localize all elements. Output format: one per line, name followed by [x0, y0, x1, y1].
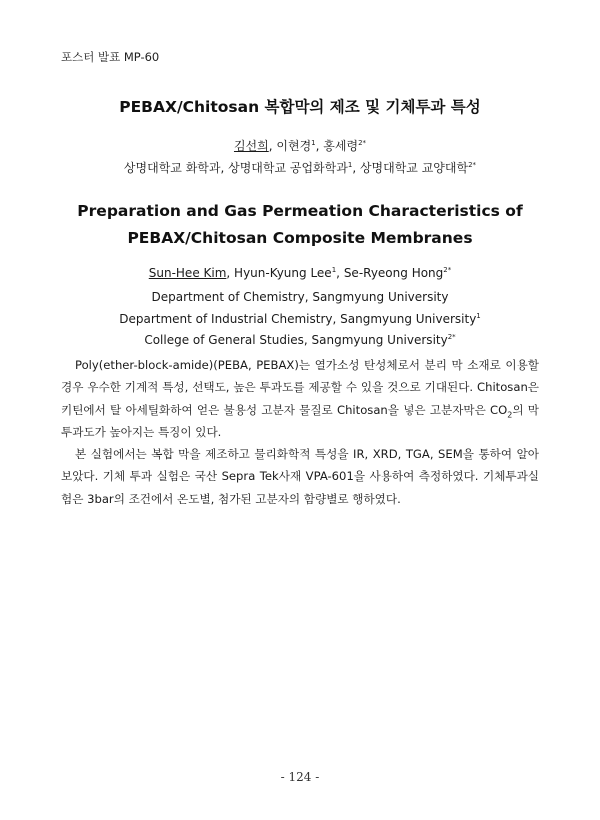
affil-en-line-1-text: Department of Chemistry, Sangmyung University: [151, 290, 449, 304]
affil-ko-part1-mark: 1: [347, 161, 353, 169]
korean-title: PEBAX/Chitosan 복합막의 제조 및 기체투과 특성: [119, 98, 481, 116]
author-3-en-affil-mark: 2*: [443, 266, 452, 274]
affil-en-line-2: [0, 309, 600, 331]
affil-en-line-3-text: College of General Studies, Sangmyung University: [144, 333, 448, 347]
affil-ko-part2: , 상명대학교 교양대학: [352, 161, 469, 175]
affil-ko-part1: 상명대학교 화학과, 상명대학교 공업화학과: [123, 161, 348, 175]
english-authors: [0, 266, 600, 280]
author-3-ko-affil-mark: 2*: [358, 139, 367, 147]
author-1-ko: 김선희: [233, 139, 269, 153]
english-title: [0, 198, 600, 252]
author-2-ko: 이현경: [276, 139, 312, 153]
author-3-en: Se-Ryeong Hong: [343, 266, 444, 280]
affil-en-line-3-mark: 2*: [447, 333, 456, 341]
abstract-body: [61, 354, 539, 510]
author-separator: ,: [336, 266, 344, 280]
affil-en-line-2-mark: 1: [476, 311, 481, 320]
affil-en-line-2-text: Department of Industrial Chemistry, Sangmyung University: [119, 311, 477, 326]
affil-ko-part2-mark: 2*: [468, 161, 477, 169]
author-separator: ,: [315, 139, 324, 153]
co2-subscript: 2: [507, 409, 513, 419]
english-affiliations: [0, 287, 600, 352]
page-number: - 124 -: [280, 770, 320, 784]
author-1-en: Sun-Hee Kim: [148, 266, 227, 280]
abstract-paragraph-1: [61, 354, 539, 443]
abstract-p1-text: Poly(ether-block-amide)(PEBA, PEBAX)는 열가소성 탄성체로서 분리 막 소재로 이용할 경우 우수한 기계적 특성, 선택도, 높은 투과도를 제공할 수 있을 것으로 기대된다. Chitosan은 키틴에서 탈 아세틸화하여 얻은 불용성 고분자 물질로 Chitosan을 넣은 고분자막은 CO: [61, 358, 539, 417]
author-2-en: Hyun-Kyung Lee: [234, 266, 332, 280]
korean-authors: [0, 137, 600, 154]
author-3-ko: 홍세령: [323, 139, 359, 153]
author-separator: ,: [226, 266, 235, 280]
author-separator: ,: [268, 139, 277, 153]
affil-en-line-3: [0, 330, 600, 352]
abstract-p1-tail: 의 막 투과도가 높아지는 특징이 있다.: [61, 402, 540, 439]
author-2-en-affil-mark: 1: [331, 266, 337, 274]
session-label: 포스터 발표 MP-60: [61, 50, 160, 64]
english-title-line-2: PEBAX/Chitosan Composite Membranes: [127, 229, 473, 247]
english-title-line-1: Preparation and Gas Permeation Characteristics of: [77, 202, 523, 220]
affil-en-line-1: [0, 287, 600, 309]
author-2-ko-affil-mark: 1: [311, 139, 316, 147]
korean-affiliations: [0, 159, 600, 176]
abstract-paragraph-2: 본 실험에서는 복합 막을 제조하고 물리화학적 특성을 IR, XRD, TGA, SEM을 통하여 알아보았다. 기체 투과 실험은 국산 Sepra Tek사재 VPA-601을 사용하여 측정하였다. 기체투과실험은 3bar의 조건에서 온도별, 첨가된 고분자의 함량별로 행하였다.: [61, 447, 539, 506]
